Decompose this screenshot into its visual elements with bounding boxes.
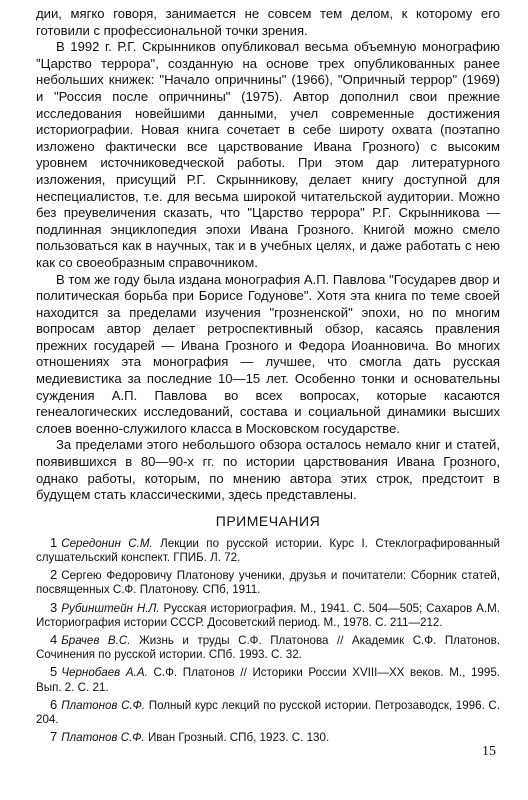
- note-text: Русская историография. М., 1941. С. 504—505; Сахаров А.М. Историография истории СССР. Досоветский период. М., 1978. С. 211—212.: [36, 601, 500, 629]
- note-author: Чернобаев А.А.: [61, 666, 148, 680]
- notes-list: [36, 536, 500, 746]
- note-item: [36, 698, 500, 727]
- note-author: Середонин С.М.: [61, 536, 153, 550]
- note-item: [36, 601, 500, 630]
- paragraph-skrynnikov: В 1992 г. Р.Г. Скрынников опубликовал весьма объемную монографию "Царство террора", созданную на основе трех опубликованных ранее небольших книжек: "Начало опричнины" (1966), "Опричный террор" (1969) и "Россия после опричнины" (1975). Автор дополнил свои прежние исследования новейшими данными, учел современные достижения историографии. Новая книга сочетает в себе широту охвата (поэтапно изложено фактически все царствование Ивана Грозного) с высоким уровнем источниковедческой работы. При этом дар литературного изложения, присущий Р.Г. Скрынникову, делает книгу доступной для неспециалистов, т.е. для весьма широкой читательской аудитории. Можно без преувеличения сказать, что "Царство террора" Р.Г. Скрынникова — подлинная энциклопедия эпохи Ивана Грозного. Книгой можно смело пользоваться как в научных, так и в учебных целях, и даже работать с нею как со своеобразным справочником.: [36, 39, 500, 270]
- note-number: 4: [50, 632, 58, 648]
- paragraph-conclusion: За пределами этого небольшого обзора осталось немало книг и статей, появившихся в 80—90-х гг. по истории царствования Ивана Грозного, однако работы, которым, по мнению автора этих строк, предстоит в будущем стать классическими, здесь представлены.: [36, 437, 500, 503]
- note-author: Платонов С.Ф.: [61, 698, 146, 712]
- note-number: 7: [50, 729, 58, 745]
- note-author: Платонов С.Ф.: [61, 731, 145, 745]
- note-item: [36, 665, 500, 694]
- note-text: Сергею Федоровичу Платонову ученики, друзья и почитатели: Сборник статей, посвященных С.Ф. Платонову. СПб, 1911.: [36, 569, 500, 597]
- note-text: Полный курс лекций по русской истории. Петрозаводск, 1996. С. 204.: [36, 698, 500, 727]
- note-text: Лекции по русской истории. Курс I. Стеклографированный слушательский конспект. ГПИБ. Л. 72.: [36, 536, 501, 565]
- paragraph-pavlov: В том же году была издана монография А.П. Павлова "Государев двор и политическая борьба при Борисе Годунове". Хотя эта книга по теме своей находится за пределами изучения "грозненской" эпохи, но по многим вопросам автор делает ретроспективный обзор, касаясь правления прежних государей — Ивана Грозного и Федора Иоанновича. Во многих отношениях эта монография — лучшее, что смогла дать русская медиевистика за последние 10—15 лет. Особенно тонки и основательны суждения А.П. Павлова во всех вопросах, которые касаются генеалогических исследований, состава и социальной динамики высших слоев военно-служилого класса в Московском государстве.: [36, 271, 500, 436]
- note-number: 1: [50, 534, 58, 550]
- paragraph-continuation: дии, мягко говоря, занимается не совсем тем делом, к которому его готовили с профессиональной точки зрения.: [36, 6, 500, 38]
- note-item: [36, 730, 500, 745]
- note-item: [36, 568, 500, 597]
- notes-heading: ПРИМЕЧАНИЯ: [215, 512, 321, 529]
- note-text: С.Ф. Платонов // Историки России XVIII—XX веков. М., 1995. Вып. 2. С. 21.: [36, 666, 500, 694]
- note-text: Жизнь и труды С.Ф. Платонова // Академик С.Ф. Платонов. Сочинения по русской истории. СПб. 1993. С. 32.: [36, 634, 500, 662]
- note-number: 3: [50, 599, 58, 615]
- note-author: Брачев В.С.: [61, 634, 131, 648]
- note-item: [36, 536, 500, 565]
- page-number: 15: [482, 744, 496, 759]
- note-number: 5: [50, 664, 58, 680]
- note-text: Иван Грозный. СПб, 1923. С. 130.: [147, 731, 330, 745]
- note-number: 2: [50, 567, 58, 583]
- note-author: Рубинштейн Н.Л.: [61, 601, 160, 615]
- note-item: [36, 633, 500, 662]
- note-number: 6: [50, 696, 58, 712]
